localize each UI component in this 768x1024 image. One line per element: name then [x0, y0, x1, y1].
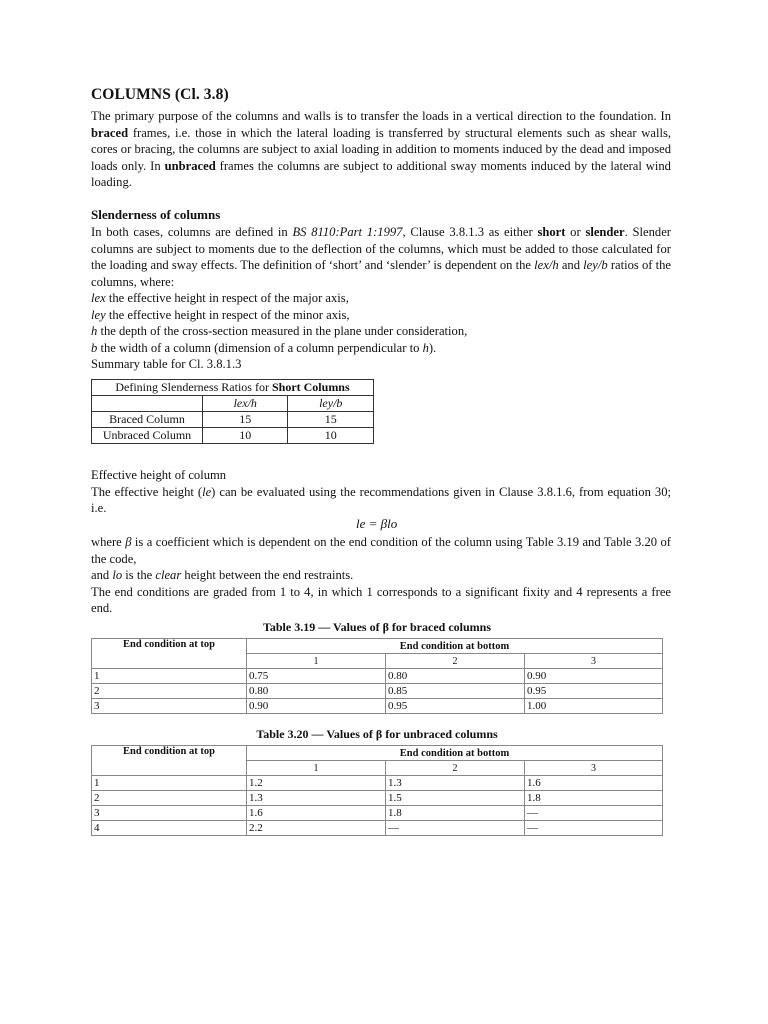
symbol: lex: [91, 291, 106, 305]
cell: 0.80: [247, 684, 386, 699]
text: or: [565, 225, 586, 239]
cell: 15: [288, 412, 374, 428]
table-3-20-title: Table 3.20 — Values of β for unbraced columns: [256, 727, 498, 741]
text: the depth of the cross-section measured in the plane under consideration,: [97, 324, 468, 338]
intro-text: frames the columns are subject to additional sway moments induced by the lateral wind loading.: [91, 158, 671, 189]
slenderness-heading: Slenderness of columns: [91, 207, 221, 222]
text: ) can be evaluated using the recommendations given in Clause 3.8.1.6, from equation 30; i.e.: [91, 484, 671, 515]
table-3-19-title: Table 3.19 — Values of β for braced columns: [262, 620, 491, 634]
definition-b: [91, 340, 671, 357]
cell: 1.3: [247, 791, 386, 806]
text: the width of a column (dimension of a column perpendicular to: [97, 340, 423, 355]
symbol: h: [422, 340, 429, 355]
cell: 0.80: [386, 669, 525, 684]
text: The effective height (: [91, 484, 203, 499]
text: , Clause 3.8.1.3 as either: [402, 225, 538, 239]
blank-header: [92, 396, 203, 412]
text: is the: [122, 568, 156, 582]
row-label: 1: [92, 669, 247, 684]
text: and: [91, 568, 113, 582]
text: where: [91, 535, 126, 549]
definition-h: [91, 323, 671, 340]
short-term: short: [537, 225, 566, 239]
slenderness-paragraph: [91, 224, 671, 373]
text: Defining Slenderness Ratios for: [115, 380, 272, 394]
symbol: β: [125, 535, 132, 549]
text: is a coefficient which is dependent on the end condition of the column using Table 3.19 and Table 3.20 of the code,: [91, 535, 671, 566]
cell: 1.6: [525, 776, 663, 791]
cell: —: [525, 806, 663, 821]
cell: 0.90: [525, 669, 663, 684]
row-label: 3: [92, 806, 247, 821]
table-row: [92, 806, 663, 821]
symbol: h: [91, 324, 98, 338]
cell: 1.5: [386, 791, 525, 806]
text: height between the end restraints.: [181, 568, 354, 582]
row-label: 2: [92, 684, 247, 699]
cell: 1.8: [386, 806, 525, 821]
table-row: [92, 821, 663, 836]
column-header: 3: [525, 761, 663, 776]
cell: 0.75: [247, 669, 386, 684]
text: and: [558, 258, 584, 272]
text: the effective height in respect of the major axis,: [105, 291, 349, 305]
text: ley/b: [319, 396, 343, 410]
text: . Slender columns are subject to moments due to the deflection of the columns, which must be added to those calculated for the loading and sway effects. The definition of ‘short’ and ‘slender’ is dependent on the: [91, 225, 671, 272]
symbol: ley: [91, 307, 106, 322]
text: the effective height in respect of the minor axis,: [105, 307, 350, 322]
symbol: lo: [112, 568, 123, 582]
column-header: End condition at top: [92, 746, 247, 776]
cell: —: [386, 821, 525, 836]
table-row: [92, 669, 663, 684]
text: clear: [155, 568, 182, 582]
cell: —: [525, 821, 663, 836]
column-header: 3: [525, 654, 663, 669]
summary-table-label: Summary table for Cl. 3.8.1.3: [91, 357, 242, 371]
section-heading: COLUMNS (Cl. 3.8): [91, 86, 229, 103]
column-header: 1: [247, 761, 386, 776]
column-header: [288, 396, 374, 412]
cell: 1.2: [247, 776, 386, 791]
symbol: b: [91, 340, 98, 355]
cell: 0.95: [386, 699, 525, 714]
column-header: 2: [386, 654, 525, 669]
column-header: [203, 396, 288, 412]
symbol: le: [202, 484, 212, 499]
column-header: 1: [247, 654, 386, 669]
effective-height-heading: Effective height of column: [91, 468, 227, 482]
cell: 0.90: [247, 699, 386, 714]
definition-ley: [91, 307, 671, 324]
braced-term: braced: [91, 125, 129, 140]
cell: 1.8: [525, 791, 663, 806]
column-header: End condition at bottom: [247, 639, 663, 654]
table-3-20: [91, 745, 663, 836]
table-3-19: [91, 638, 663, 714]
ratio-ley-b: ley/b: [583, 258, 608, 272]
cell: 0.95: [525, 684, 663, 699]
definition-lex: [91, 290, 671, 307]
table-row: [92, 776, 663, 791]
unbraced-term: unbraced: [164, 158, 216, 173]
cell: 1.00: [525, 699, 663, 714]
intro-paragraph: [91, 108, 671, 191]
cell: 0.85: [386, 684, 525, 699]
table-row: [92, 699, 663, 714]
intro-text: frames, i.e. those in which the lateral loading is transferred by structural elements such as shear walls, cores or bracing, the columns are subject to axial loading in addition to moments induced by the dead and imposed loads only. In: [91, 125, 671, 173]
text: ).: [428, 340, 437, 355]
cell: 10: [203, 428, 288, 444]
row-label: 4: [92, 821, 247, 836]
table-row: [92, 412, 374, 428]
table-row: [92, 428, 374, 444]
cell: 1.6: [247, 806, 386, 821]
clear-height-line: [91, 567, 671, 584]
text: In both cases, columns are defined in: [91, 225, 293, 239]
text: ratios of the columns, where:: [91, 258, 671, 289]
cell: 15: [203, 412, 288, 428]
cell: 10: [288, 428, 374, 444]
effective-height-paragraph: [91, 467, 671, 517]
coefficient-paragraph: [91, 534, 671, 617]
row-label: 1: [92, 776, 247, 791]
intro-text: The primary purpose of the columns and walls is to transfer the loads in a vertical direction to the foundation. In: [91, 109, 671, 123]
table-row: [92, 684, 663, 699]
end-conditions-text: The end conditions are graded from 1 to 4, in which 1 corresponds to a significant fixity and 4 represents a free end.: [91, 584, 671, 615]
row-label: Unbraced Column: [92, 428, 203, 444]
row-label: 3: [92, 699, 247, 714]
summary-table-caption: [92, 380, 374, 396]
code-reference: BS 8110:Part 1:1997: [292, 225, 403, 239]
text: lex/h: [233, 396, 257, 410]
column-header: 2: [386, 761, 525, 776]
table-row: [92, 791, 663, 806]
row-label: 2: [92, 791, 247, 806]
slenderness-summary-table: [91, 379, 374, 444]
text: Short Columns: [271, 380, 350, 394]
column-header: End condition at bottom: [247, 746, 663, 761]
effective-height-formula: le = βlo: [356, 516, 398, 531]
ratio-lex-h: lex/h: [534, 258, 559, 272]
cell: 2.2: [247, 821, 386, 836]
slender-term: slender: [585, 225, 625, 239]
column-header: End condition at top: [92, 639, 247, 669]
cell: 1.3: [386, 776, 525, 791]
row-label: Braced Column: [92, 412, 203, 428]
